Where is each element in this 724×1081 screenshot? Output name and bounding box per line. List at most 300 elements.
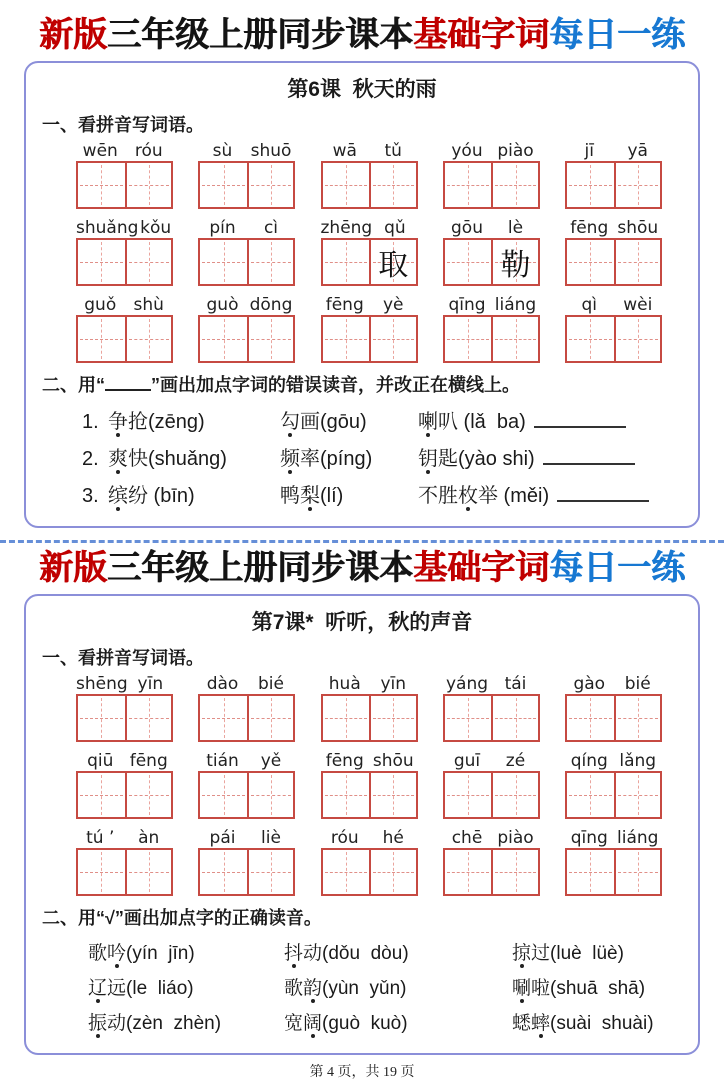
filled-character	[323, 317, 370, 361]
writing-box[interactable]	[200, 850, 247, 894]
quiz-word-c	[512, 938, 678, 965]
pinyin-word-group	[76, 141, 173, 209]
pinyin-syllable: dōng	[249, 295, 293, 316]
filled-character	[249, 240, 294, 284]
filled-character	[127, 240, 172, 284]
section-2-heading	[42, 904, 680, 930]
pinyin-word-group	[321, 828, 418, 896]
pinyin-syllable: guò	[206, 295, 239, 316]
pinyin-labels	[198, 828, 295, 848]
pinyin-option: (bīn)	[148, 485, 195, 508]
word-text: 不胜	[418, 485, 458, 508]
word-text: 匙	[438, 448, 458, 471]
word-text: 歌	[88, 943, 108, 965]
title-part-black: 三年级上册同步课本	[107, 16, 413, 54]
title-part-blue: 每日一练	[549, 549, 685, 588]
writing-box[interactable]	[247, 696, 294, 740]
filled-character	[78, 163, 125, 207]
dotted-character: 频	[280, 442, 300, 471]
writing-box[interactable]	[491, 773, 538, 817]
writing-box[interactable]	[247, 163, 294, 207]
title-part-red: 基础字词	[413, 16, 549, 54]
writing-box[interactable]	[323, 240, 370, 284]
quiz-item-row	[88, 1008, 678, 1035]
word-text: 歌	[284, 978, 304, 1000]
pinyin-option: (shuǎng)	[148, 448, 227, 471]
writing-box-pair	[321, 161, 418, 209]
writing-box[interactable]	[614, 773, 661, 817]
pinyin-labels	[565, 828, 662, 848]
pinyin-word-group	[198, 141, 295, 209]
section-2-text-pre: 二、用“	[42, 375, 105, 396]
section-2-text-post: ”画出加点字的正确读音。	[114, 908, 322, 929]
pinyin-word-group	[198, 295, 295, 363]
writing-box[interactable]	[200, 773, 247, 817]
pinyin-syllable: tián	[206, 751, 239, 772]
lesson-card	[24, 594, 700, 1055]
pinyin-labels	[321, 828, 418, 848]
filled-character	[493, 317, 538, 361]
writing-box-pair	[443, 238, 540, 286]
pinyin-syllable: fēng	[570, 218, 609, 239]
filled-character	[445, 773, 492, 817]
filled-character	[323, 240, 370, 284]
pinyin-word-group	[76, 674, 173, 742]
writing-box[interactable]	[247, 773, 294, 817]
writing-box[interactable]	[78, 163, 125, 207]
quiz-items-lesson-7	[88, 938, 678, 1035]
writing-box[interactable]	[200, 240, 247, 284]
pinyin-syllable: pái	[209, 828, 236, 849]
writing-box[interactable]	[125, 240, 172, 284]
title-part-blue: 每日一练	[549, 16, 685, 54]
pinyin-word-group	[76, 295, 173, 363]
dashed-separator	[0, 540, 724, 543]
filled-character	[200, 696, 247, 740]
writing-box[interactable]	[323, 163, 370, 207]
writing-box[interactable]	[125, 317, 172, 361]
writing-box[interactable]	[125, 773, 172, 817]
writing-box-pair	[443, 694, 540, 742]
writing-box[interactable]	[323, 317, 370, 361]
pinyin-labels	[443, 751, 540, 771]
filled-character	[249, 850, 294, 894]
writing-box[interactable]	[200, 696, 247, 740]
filled-character	[200, 773, 247, 817]
filled-character	[78, 240, 125, 284]
pinyin-syllable: jī	[584, 141, 594, 162]
filled-character	[567, 696, 614, 740]
pinyin-labels	[443, 674, 540, 694]
writing-box[interactable]	[78, 696, 125, 740]
dotted-character: 辽	[88, 973, 107, 1000]
pinyin-syllable: àn	[138, 828, 160, 849]
quiz-item-row	[88, 973, 678, 1000]
quiz-word-a	[88, 973, 284, 1000]
dotted-character: 阔	[303, 1008, 322, 1035]
writing-box[interactable]	[491, 317, 538, 361]
word-text: 过	[531, 943, 551, 965]
pinyin-labels	[76, 295, 173, 315]
writing-box[interactable]	[78, 850, 125, 894]
filled-character	[78, 317, 125, 361]
pinyin-syllable: yīn	[380, 674, 407, 695]
writing-box[interactable]	[491, 850, 538, 894]
pinyin-labels	[198, 295, 295, 315]
dotted-character: 爽	[108, 442, 128, 471]
answer-line[interactable]	[557, 485, 649, 502]
writing-box-pair	[321, 238, 418, 286]
writing-box[interactable]	[125, 850, 172, 894]
quiz-word-a	[108, 479, 280, 508]
quiz-word-c	[512, 1008, 678, 1035]
pinyin-syllable: gào	[573, 674, 606, 695]
pinyin-word-group	[443, 295, 540, 363]
writing-box-pair	[321, 315, 418, 363]
filled-character	[371, 696, 416, 740]
pinyin-syllable: tái	[504, 674, 527, 695]
writing-box[interactable]	[247, 317, 294, 361]
pinyin-word-group	[565, 751, 662, 819]
pinyin-option: (yín jīn)	[126, 943, 195, 965]
filled-character	[127, 317, 172, 361]
writing-box[interactable]	[567, 163, 614, 207]
pinyin-syllable: piào	[497, 828, 534, 849]
pinyin-labels	[565, 674, 662, 694]
dotted-character: 蟀	[531, 1008, 550, 1035]
pinyin-option: (shuā shā)	[550, 978, 646, 1000]
word-text: 动	[107, 1013, 127, 1035]
pinyin-syllable: wā	[332, 141, 357, 162]
pinyin-syllable: bié	[258, 674, 284, 695]
pinyin-syllable: fēng	[325, 295, 364, 316]
writing-box[interactable]	[369, 773, 416, 817]
pinyin-syllable: qiū	[87, 751, 114, 772]
pinyin-syllable: qì	[581, 295, 597, 316]
writing-box[interactable]	[369, 696, 416, 740]
writing-box[interactable]	[614, 163, 661, 207]
title-part-red: 新版	[39, 549, 107, 588]
writing-box[interactable]	[247, 240, 294, 284]
pinyin-syllable: lè	[507, 218, 524, 239]
quiz-word-c	[512, 973, 678, 1000]
writing-box-pair	[198, 161, 295, 209]
filled-character	[127, 163, 172, 207]
section-2-text-post: ”画出加点字词的错误读音，并改正在横线上。	[151, 375, 520, 396]
writing-box[interactable]	[78, 773, 125, 817]
dotted-character: 缤	[108, 479, 128, 508]
writing-box[interactable]	[323, 696, 370, 740]
writing-box-pair	[565, 238, 662, 286]
pinyin-syllable: hé	[382, 828, 404, 849]
writing-box[interactable]	[445, 773, 492, 817]
writing-box[interactable]	[491, 696, 538, 740]
quiz-word-b	[280, 442, 418, 471]
writing-box[interactable]	[614, 317, 661, 361]
pinyin-word-group	[321, 141, 418, 209]
pinyin-word-group	[198, 674, 295, 742]
pinyin-option: (zèn zhèn)	[126, 1013, 222, 1035]
writing-box[interactable]	[200, 317, 247, 361]
pinyin-syllable: yā	[627, 141, 648, 162]
lesson-heading: 第7课* 听听，秋的声音	[251, 611, 473, 635]
quiz-word-a	[108, 405, 280, 434]
writing-box-pair	[565, 161, 662, 209]
writing-box-pair	[443, 161, 540, 209]
filled-character	[567, 240, 614, 284]
writing-box[interactable]	[247, 850, 294, 894]
writing-box-pair	[565, 315, 662, 363]
writing-box[interactable]	[567, 317, 614, 361]
writing-box-pair	[198, 238, 295, 286]
writing-box[interactable]	[369, 240, 416, 284]
pinyin-syllable: shuō	[250, 141, 292, 162]
writing-box-pair	[198, 315, 295, 363]
filled-character	[371, 773, 416, 817]
section-1-heading: 一、看拼音写词语。	[42, 648, 204, 669]
word-text: 宽	[284, 1013, 304, 1035]
writing-box[interactable]	[567, 696, 614, 740]
pinyin-syllable: shēng	[76, 674, 128, 695]
filled-character	[567, 850, 614, 894]
filled-character	[78, 773, 125, 817]
item-number: 2.	[82, 448, 99, 471]
filled-character	[78, 850, 125, 894]
pinyin-syllable: zhēng	[320, 218, 373, 239]
pinyin-option: (guò kuò)	[322, 1013, 408, 1035]
filled-character	[445, 163, 492, 207]
worksheet-lesson-7	[0, 549, 724, 1055]
pinyin-option: (lí)	[320, 485, 344, 508]
writing-box[interactable]	[445, 317, 492, 361]
pinyin-syllable: yóu	[451, 141, 483, 162]
writing-box[interactable]	[491, 240, 538, 284]
pinyin-word-group	[443, 751, 540, 819]
pinyin-syllable: yáng	[445, 674, 489, 695]
writing-box[interactable]	[567, 773, 614, 817]
writing-box-pair	[565, 848, 662, 896]
word-text: 蟋	[512, 1013, 532, 1035]
section-2-text-pre: 二、用“	[42, 908, 105, 929]
pinyin-syllable: fēng	[129, 751, 168, 772]
writing-box[interactable]	[78, 240, 125, 284]
pinyin-syllable: liè	[261, 828, 281, 849]
writing-box[interactable]	[200, 163, 247, 207]
quiz-item-row	[82, 442, 678, 471]
pinyin-labels	[321, 218, 418, 238]
writing-box-pair	[321, 694, 418, 742]
quiz-word-c	[418, 405, 678, 434]
pinyin-word-group	[198, 828, 295, 896]
pinyin-syllable: dào	[206, 674, 239, 695]
filled-character	[445, 317, 492, 361]
dotted-character: 争	[108, 405, 128, 434]
writing-box[interactable]	[369, 163, 416, 207]
pinyin-word-group	[198, 218, 295, 286]
quiz-item-row	[82, 405, 678, 434]
writing-box-pair	[198, 694, 295, 742]
writing-box-pair	[76, 694, 173, 742]
pinyin-syllable: fēng	[325, 751, 364, 772]
writing-box[interactable]	[445, 163, 492, 207]
writing-box[interactable]	[567, 240, 614, 284]
pinyin-option: (zēng)	[148, 411, 205, 434]
pinyin-option: (luè lüè)	[550, 943, 624, 965]
pinyin-syllable: piào	[497, 141, 534, 162]
section-1-heading: 一、看拼音写词语。	[42, 115, 204, 136]
quiz-word-c	[418, 479, 678, 508]
writing-box[interactable]	[614, 240, 661, 284]
writing-box[interactable]	[78, 317, 125, 361]
word-text: 动	[303, 943, 323, 965]
answer-line[interactable]	[534, 411, 626, 428]
writing-box-pair	[198, 771, 295, 819]
filled-character	[493, 163, 538, 207]
writing-box[interactable]	[445, 850, 492, 894]
quiz-items-lesson-6	[82, 405, 678, 508]
writing-box[interactable]	[323, 850, 370, 894]
pinyin-labels	[198, 218, 295, 238]
pinyin-word-group	[443, 141, 540, 209]
pinyin-word-group	[76, 828, 173, 896]
pinyin-labels	[443, 141, 540, 161]
filled-character	[249, 773, 294, 817]
writing-box[interactable]	[323, 773, 370, 817]
pinyin-syllable: lǎng	[619, 751, 657, 772]
pinyin-syllable: bié	[624, 674, 651, 695]
pinyin-labels	[565, 141, 662, 161]
writing-box[interactable]	[445, 696, 492, 740]
word-text: 远	[107, 978, 127, 1000]
pinyin-syllable: tǔ	[384, 141, 402, 162]
filled-character	[616, 317, 661, 361]
writing-box[interactable]	[125, 163, 172, 207]
pinyin-syllable: wèi	[623, 295, 653, 316]
pinyin-word-group	[565, 828, 662, 896]
filled-character	[616, 240, 661, 284]
pinyin-labels	[198, 751, 295, 771]
writing-box-pair	[321, 771, 418, 819]
word-text: 抢	[128, 411, 148, 434]
pinyin-syllable: yě	[260, 751, 282, 772]
writing-box-pair	[198, 848, 295, 896]
filled-character	[249, 696, 294, 740]
pinyin-syllable: kǒu	[140, 218, 172, 239]
pinyin-word-group	[443, 218, 540, 286]
pinyin-syllable: pín	[209, 218, 236, 239]
quiz-word-a	[108, 442, 280, 471]
pinyin-syllable: chē	[451, 828, 483, 849]
writing-box-pair	[76, 771, 173, 819]
title-part-black: 三年级上册同步课本	[107, 549, 413, 588]
quiz-word-a	[88, 938, 284, 965]
pinyin-syllable: huà	[328, 674, 361, 695]
pinyin-syllable: róu	[330, 828, 359, 849]
filled-character	[493, 696, 538, 740]
writing-box-pair	[443, 315, 540, 363]
pinyin-word-group	[321, 295, 418, 363]
pinyin-word-group	[443, 828, 540, 896]
pinyin-word-group	[76, 751, 173, 819]
writing-box[interactable]	[445, 240, 492, 284]
quiz-word-a	[88, 1008, 284, 1035]
filled-character	[567, 317, 614, 361]
writing-box[interactable]	[614, 696, 661, 740]
filled-character	[200, 163, 247, 207]
pinyin-syllable: shuǎng	[76, 218, 139, 239]
quiz-word-b	[280, 405, 418, 434]
worksheet-lesson-6	[0, 16, 724, 528]
writing-box-pair	[565, 771, 662, 819]
dotted-character: 掠	[512, 938, 531, 965]
filled-character	[323, 163, 370, 207]
pinyin-labels	[198, 674, 295, 694]
pinyin-syllable: zé	[505, 751, 526, 772]
pinyin-syllable: sù	[212, 141, 233, 162]
pinyin-writing-grid	[76, 141, 662, 363]
dotted-character: 枚	[458, 479, 478, 508]
writing-box-pair	[565, 694, 662, 742]
pinyin-labels	[76, 828, 173, 848]
pinyin-syllable: yè	[382, 295, 404, 316]
pinyin-word-group	[565, 218, 662, 286]
pinyin-option: (píng)	[320, 448, 373, 471]
word-text: 纷	[128, 485, 148, 508]
pinyin-word-group	[565, 295, 662, 363]
writing-box[interactable]	[369, 850, 416, 894]
pinyin-labels	[565, 295, 662, 315]
writing-box-pair	[76, 161, 173, 209]
filled-character	[127, 773, 172, 817]
pinyin-option: (le liáo)	[126, 978, 194, 1000]
word-text: 鸭	[280, 485, 300, 508]
filled-character	[567, 163, 614, 207]
pinyin-writing-grid	[76, 674, 662, 896]
pinyin-option: (dǒu dòu)	[322, 943, 409, 965]
writing-box-pair	[76, 848, 173, 896]
page-title	[0, 16, 724, 55]
writing-box[interactable]	[614, 850, 661, 894]
filled-character	[445, 850, 492, 894]
writing-box-pair	[76, 315, 173, 363]
item-number: 3.	[82, 485, 99, 508]
writing-box[interactable]	[567, 850, 614, 894]
writing-box[interactable]	[369, 317, 416, 361]
writing-box[interactable]	[125, 696, 172, 740]
pinyin-word-group	[565, 674, 662, 742]
filled-character	[445, 240, 492, 284]
pinyin-labels	[321, 674, 418, 694]
writing-box[interactable]	[491, 163, 538, 207]
answer-line[interactable]	[543, 448, 635, 465]
filled-character	[567, 773, 614, 817]
filled-character	[323, 850, 370, 894]
filled-character	[445, 696, 492, 740]
word-text: 叭	[438, 411, 458, 434]
filled-character	[371, 163, 416, 207]
pinyin-labels	[565, 218, 662, 238]
pinyin-word-group	[321, 674, 418, 742]
quiz-word-c	[418, 442, 678, 471]
filled-character	[127, 850, 172, 894]
pinyin-syllable: qíng	[570, 751, 608, 772]
pinyin-word-group	[443, 674, 540, 742]
filled-character	[200, 850, 247, 894]
page-number-footer: 第 4 页，共 19 页	[309, 1065, 415, 1081]
underline-blank	[105, 375, 151, 391]
writing-box-pair	[443, 848, 540, 896]
pinyin-syllable: gōu	[451, 218, 483, 239]
